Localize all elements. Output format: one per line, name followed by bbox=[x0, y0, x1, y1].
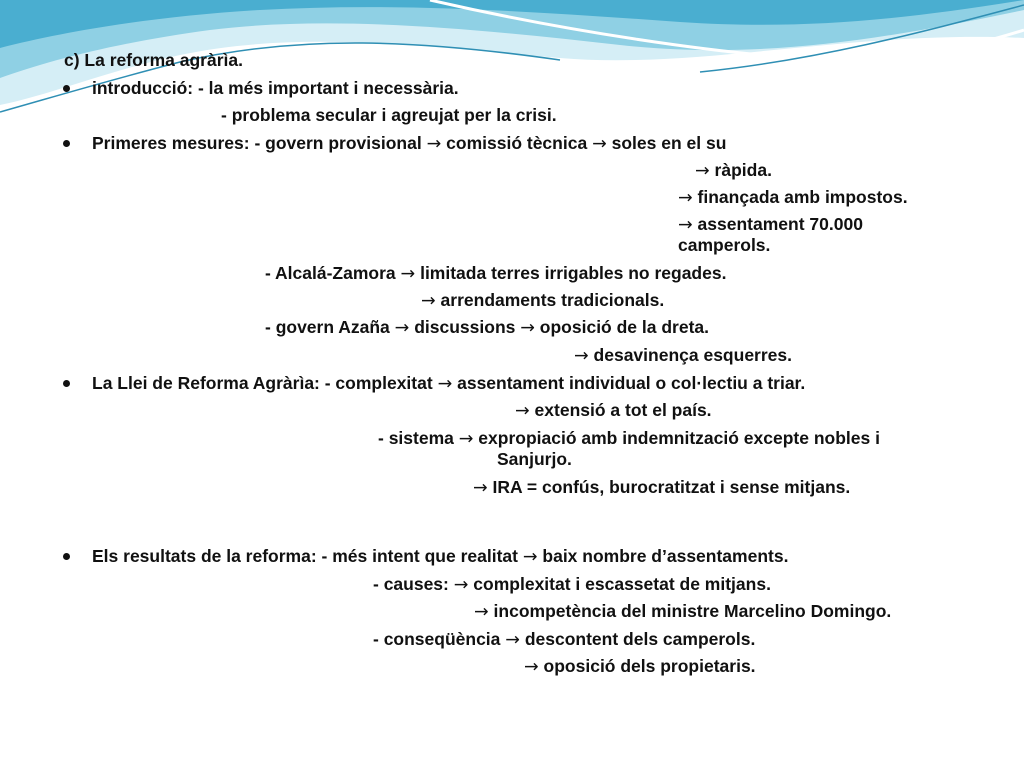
text-line: Els resultats de la reforma: - més intent que realitat → baix nombre d’assentaments. bbox=[92, 546, 789, 567]
arrow-icon: → bbox=[394, 318, 410, 338]
bullet-icon bbox=[63, 380, 70, 387]
text-line: La Llei de Reforma Agràrìa: - complexitat → assentament individual o col·lectiu a triar. bbox=[92, 373, 806, 394]
arrow-icon: → bbox=[453, 575, 469, 595]
arrow-icon: → bbox=[426, 134, 442, 154]
bullet-icon bbox=[63, 553, 70, 560]
text-line: → ràpida. bbox=[695, 160, 772, 181]
text-line: Sanjurjo. bbox=[497, 449, 572, 469]
arrow-icon: → bbox=[592, 134, 607, 154]
arrow-icon: → bbox=[458, 429, 474, 449]
text-line: → incompetència del ministre Marcelino Domingo. bbox=[474, 601, 892, 622]
arrow-icon: → bbox=[524, 657, 539, 677]
bullet-icon bbox=[63, 85, 70, 92]
text-line: - problema secular i agreujat per la crisi. bbox=[221, 105, 557, 125]
text-line: → finançada amb impostos. bbox=[678, 187, 908, 208]
bullet-icon bbox=[63, 140, 70, 147]
arrow-icon: → bbox=[421, 291, 436, 311]
text-line: → assentament 70.000 bbox=[678, 214, 863, 235]
arrow-icon: → bbox=[695, 161, 710, 181]
text-line: → arrendaments tradicionals. bbox=[421, 290, 665, 311]
text-line: - conseqüència → descontent dels camperols. bbox=[373, 629, 756, 650]
arrow-icon: → bbox=[515, 401, 530, 421]
text-line: - sistema → expropiació amb indemnització excepte nobles i bbox=[378, 428, 880, 449]
text-line: → IRA = confús, burocratitzat i sense mitjans. bbox=[473, 477, 851, 498]
arrow-icon: → bbox=[505, 630, 520, 650]
arrow-icon: → bbox=[678, 188, 693, 208]
text-line: → desavinença esquerres. bbox=[574, 345, 792, 366]
text-line: - govern Azaña → discussions → oposició de la dreta. bbox=[265, 317, 710, 338]
text-line: - Alcalá-Zamora → limitada terres irrigables no regades. bbox=[265, 263, 727, 284]
text-line: introducció: - la més important i necessària. bbox=[92, 78, 459, 98]
arrow-icon: → bbox=[520, 318, 535, 338]
arrow-icon: → bbox=[437, 374, 453, 394]
text-line: → oposició dels propietaris. bbox=[524, 656, 756, 677]
arrow-icon: → bbox=[678, 215, 693, 235]
text-line: Primeres mesures: - govern provisional → comissió tècnica → soles en el su bbox=[92, 133, 727, 154]
text-line: → extensió a tot el país. bbox=[515, 400, 712, 421]
text-line: - causes: → complexitat i escassetat de mitjans. bbox=[373, 574, 771, 595]
arrow-icon: → bbox=[400, 264, 416, 284]
arrow-icon: → bbox=[474, 602, 489, 622]
text-line: camperols. bbox=[678, 235, 771, 255]
slide-heading: c) La reforma agràrìa. bbox=[64, 50, 243, 70]
arrow-icon: → bbox=[473, 478, 488, 498]
arrow-icon: → bbox=[574, 346, 589, 366]
arrow-icon: → bbox=[522, 547, 538, 567]
